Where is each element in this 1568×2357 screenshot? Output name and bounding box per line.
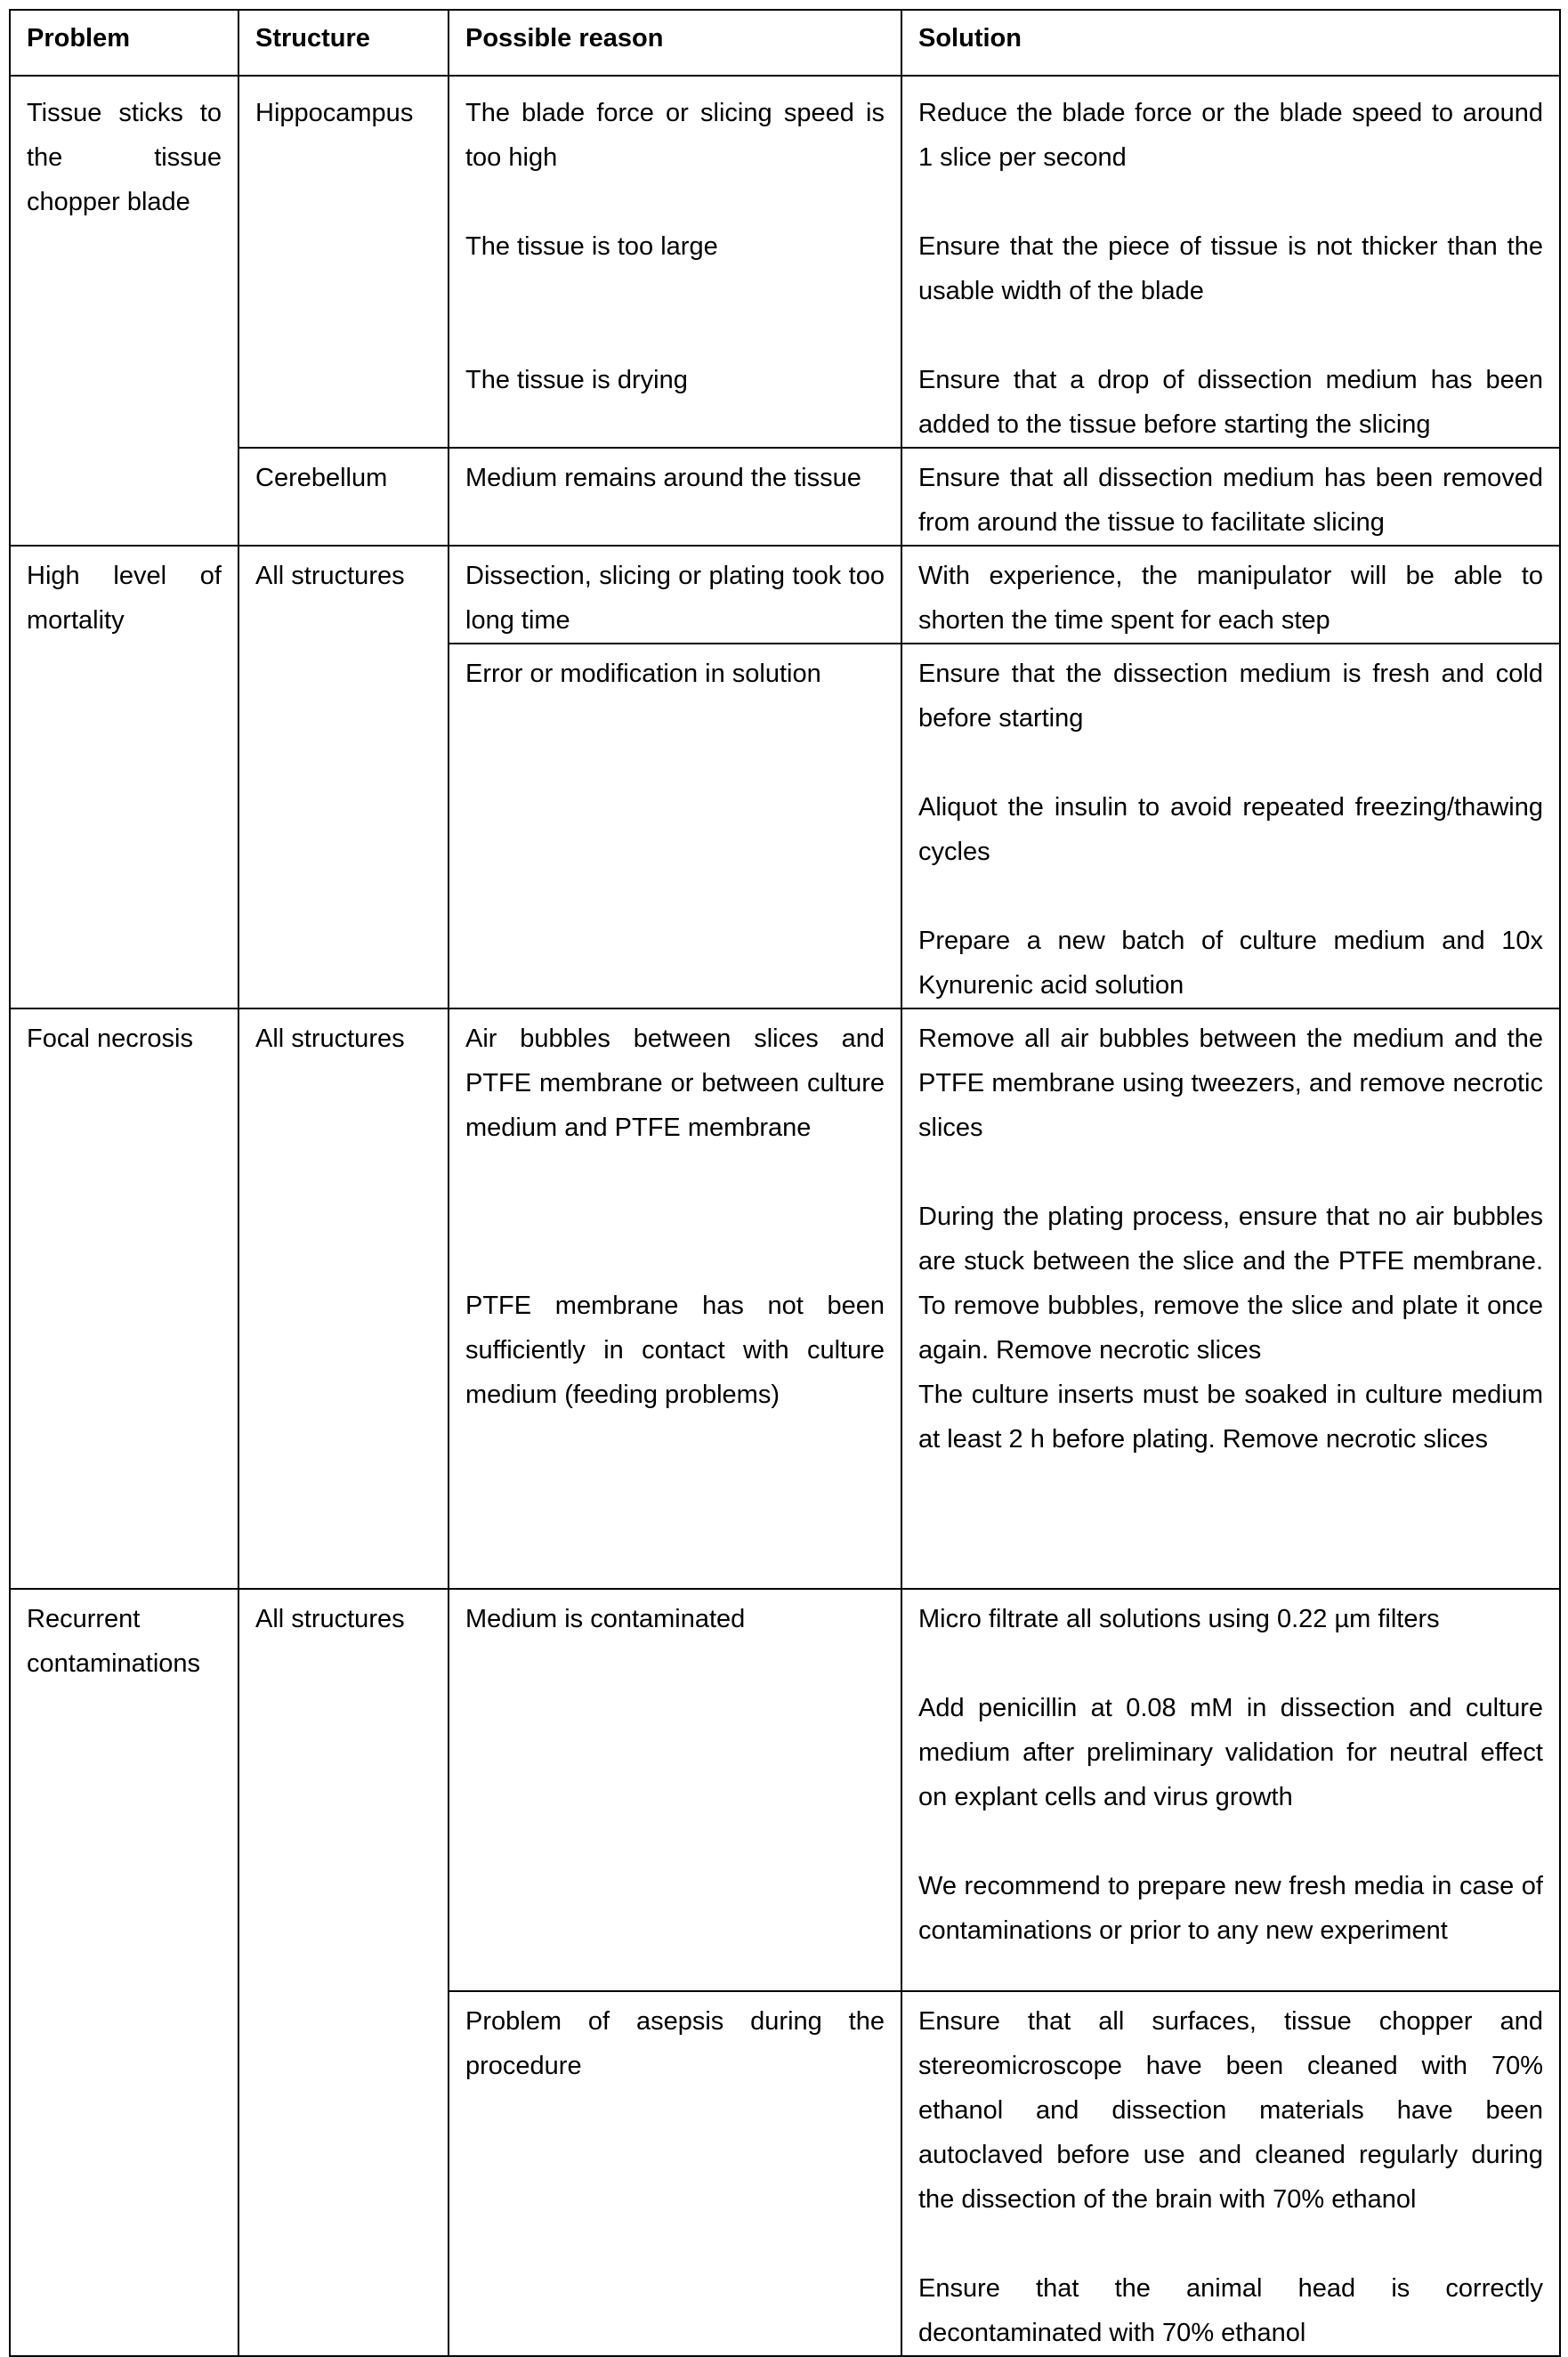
reason-cell [449,644,901,1008]
solution-text: Add penicillin at 0.08 mM in dissection and culture medium after preliminary validation for neutral effect on explant cells and virus growth [918,1694,1543,1811]
reason-text: Dissection, slicing or plating took too long time [465,562,885,635]
reason-text: Problem of asepsis during the procedure [465,2007,885,2080]
solution-text: Prepare a new batch of culture medium and 10x Kynurenic acid solution [918,927,1543,1000]
table-header-row [10,10,1560,76]
reason-text: Error or modification in solution [465,660,821,688]
structure-text: All structures [255,562,405,590]
structure-cell [238,448,449,546]
solution-cell [901,448,1560,546]
reason-cell [449,546,901,644]
reason-text: Air bubbles between slices and PTFE membrane or between culture medium and PTFE membrane [465,1025,885,1142]
table-row [10,546,1560,644]
solution-cell [901,1589,1560,1991]
solution-text: Ensure that all dissection medium has been removed from around the tissue to facilitate slicing [918,464,1543,537]
solution-cell [901,644,1560,1008]
reason-cell [449,76,901,448]
reason-cell [449,448,901,546]
problem-cell [10,1589,238,2356]
solution-text: Remove all air bubbles between the medium and the PTFE membrane using tweezers, and remove necrotic slices [918,1025,1543,1142]
problem-text: High level of mortality [27,562,222,635]
header-problem: Problem [10,10,238,76]
solution-text: Ensure that the dissection medium is fresh and cold before starting [918,660,1543,733]
solution-cell [901,546,1560,644]
solution-text: Aliquot the insulin to avoid repeated freezing/thawing cycles [918,793,1543,866]
reason-cell [449,1589,901,1991]
problem-cell [10,546,238,1008]
problem-text: Recurrent contaminations [27,1605,201,1678]
solution-cell [901,1008,1560,1589]
solution-text: Reduce the blade force or the blade speed to around 1 slice per second [918,99,1543,172]
solution-text: Ensure that a drop of dissection medium has been added to the tissue before starting the slicing [918,366,1543,439]
problem-text: Tissue sticks to the tissue chopper blade [27,99,222,216]
troubleshooting-table [9,9,1561,2357]
structure-text: Hippocampus [255,99,414,127]
reason-text: The tissue is too large [465,232,718,261]
table-row [10,448,1560,546]
structure-text: Cerebellum [255,464,388,492]
reason-cell [449,1008,901,1589]
structure-cell [238,546,449,1008]
problem-cell [10,1008,238,1589]
structure-cell [238,76,449,448]
solution-text: Ensure that the animal head is correctly decontaminated with 70% ethanol [918,2274,1543,2347]
solution-text: With experience, the manipulator will be able to shorten the time spent for each step [918,562,1543,635]
problem-cell [10,76,238,546]
problem-text: Focal necrosis [27,1025,193,1053]
table-row [10,1589,1560,1991]
structure-text: All structures [255,1605,405,1633]
reason-text: The blade force or slicing speed is too high [465,99,885,172]
structure-text: All structures [255,1025,405,1053]
reason-text: Medium remains around the tissue [465,464,861,492]
reason-text: Medium is contaminated [465,1605,746,1633]
solution-text: Micro filtrate all solutions using 0.22 µm filters [918,1605,1440,1633]
solution-text: The culture inserts must be soaked in culture medium at least 2 h before plating. Remove necrotic slices [918,1381,1543,1454]
solution-cell [901,1991,1560,2356]
reason-text: PTFE membrane has not been sufficiently in contact with culture medium (feeding problems) [465,1292,885,1409]
structure-cell [238,1589,449,2356]
solution-text: During the plating process, ensure that no air bubbles are stuck between the slice and the PTFE membrane. To remove bubbles, remove the slice and plate it once again. Remove necrotic slices [918,1203,1543,1365]
reason-cell [449,1991,901,2356]
solution-text: Ensure that all surfaces, tissue chopper and stereomicroscope have been cleaned with 70% ethanol and dissection materials have been autoclaved before use and cleaned regularly during the dissection of the brain with 70% ethanol [918,2007,1543,2214]
header-solution: Solution [901,10,1560,76]
solution-cell [901,76,1560,448]
solution-text: We recommend to prepare new fresh media in case of contaminations or prior to any new experiment [918,1872,1543,1945]
solution-text: Ensure that the piece of tissue is not thicker than the usable width of the blade [918,232,1543,305]
header-structure: Structure [238,10,449,76]
table-row [10,76,1560,448]
reason-text: The tissue is drying [465,366,688,394]
table-row [10,1008,1560,1589]
structure-cell [238,1008,449,1589]
header-possible-reason: Possible reason [449,10,901,76]
